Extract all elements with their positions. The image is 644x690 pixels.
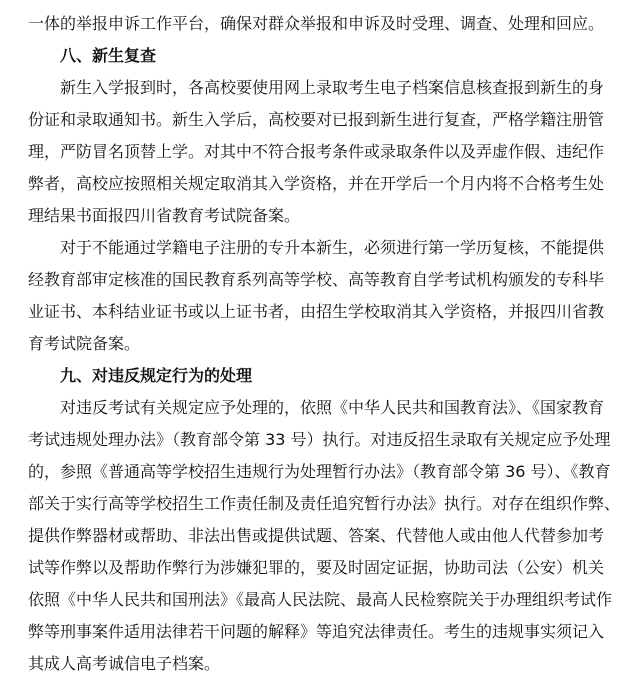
paragraph-line: 试等作弊以及帮助作弊行为涉嫌犯罪的，要及时固定证据，协助司法（公安）机关 [28, 558, 605, 577]
section-heading: 九、对违反规定行为的处理 [60, 366, 253, 385]
paragraph-line: 考试违规处理办法》（教育部令第 33 号）执行。对违反招生录取有关规定应予处理 [28, 430, 611, 449]
paragraph-line: 部关于实行高等学校招生工作责任制及责任追究暂行办法》执行。对存在组织作弊、 [28, 494, 621, 513]
paragraph-line: 依照《中华人民共和国刑法》《最高人民法院、最高人民检察院关于办理组织考试作 [28, 590, 613, 609]
paragraph-line: 理结果书面报四川省教育考试院备案。 [28, 206, 301, 225]
paragraph-line: 的，参照《普通高等学校招生违规行为处理暂行办法》（教育部令第 36 号）、《教育 [28, 462, 611, 481]
paragraph-line: 份证和录取通知书。新生入学后，高校要对已报到新生进行复查，严格学籍注册管 [28, 110, 605, 129]
paragraph-line: 其成人高考诚信电子档案。 [28, 654, 221, 673]
paragraph-line: 业证书、本科结业证书或以上证书者，由招生学校取消其入学资格，并报四川省教 [28, 302, 605, 321]
paragraph-line: 一体的举报申诉工作平台，确保对群众举报和申诉及时受理、调查、处理和回应。 [28, 14, 605, 33]
paragraph-line: 经教育部审定核准的国民教育系列高等学校、高等教育自学考试机构颁发的专科毕 [28, 270, 605, 289]
paragraph-line: 弊者，高校应按照相关规定取消其入学资格，并在开学后一个月内将不合格考生处 [28, 174, 605, 193]
paragraph-line: 新生入学报到时，各高校要使用网上录取考生电子档案信息核查报到新生的身 [60, 78, 605, 97]
paragraph-line: 对于不能通过学籍电子注册的专升本新生，必须进行第一学历复核，不能提供 [60, 238, 605, 257]
paragraph-line: 对违反考试有关规定应予处理的，依照《中华人民共和国教育法》、《国家教育 [60, 398, 605, 417]
paragraph-line: 弊等刑事案件适用法律若干问题的解释》等追究法律责任。考生的违规事实须记入 [28, 622, 605, 641]
section-heading: 八、新生复查 [60, 46, 157, 65]
paragraph-line: 提供作弊器材或帮助、非法出售或提供试题、答案、代替他人或由他人代替参加考 [28, 526, 605, 545]
paragraph-line: 理，严防冒名顶替上学。对其中不符合报考条件或录取条件以及弄虚作假、违纪作 [28, 142, 605, 161]
paragraph-line: 育考试院备案。 [28, 334, 141, 353]
